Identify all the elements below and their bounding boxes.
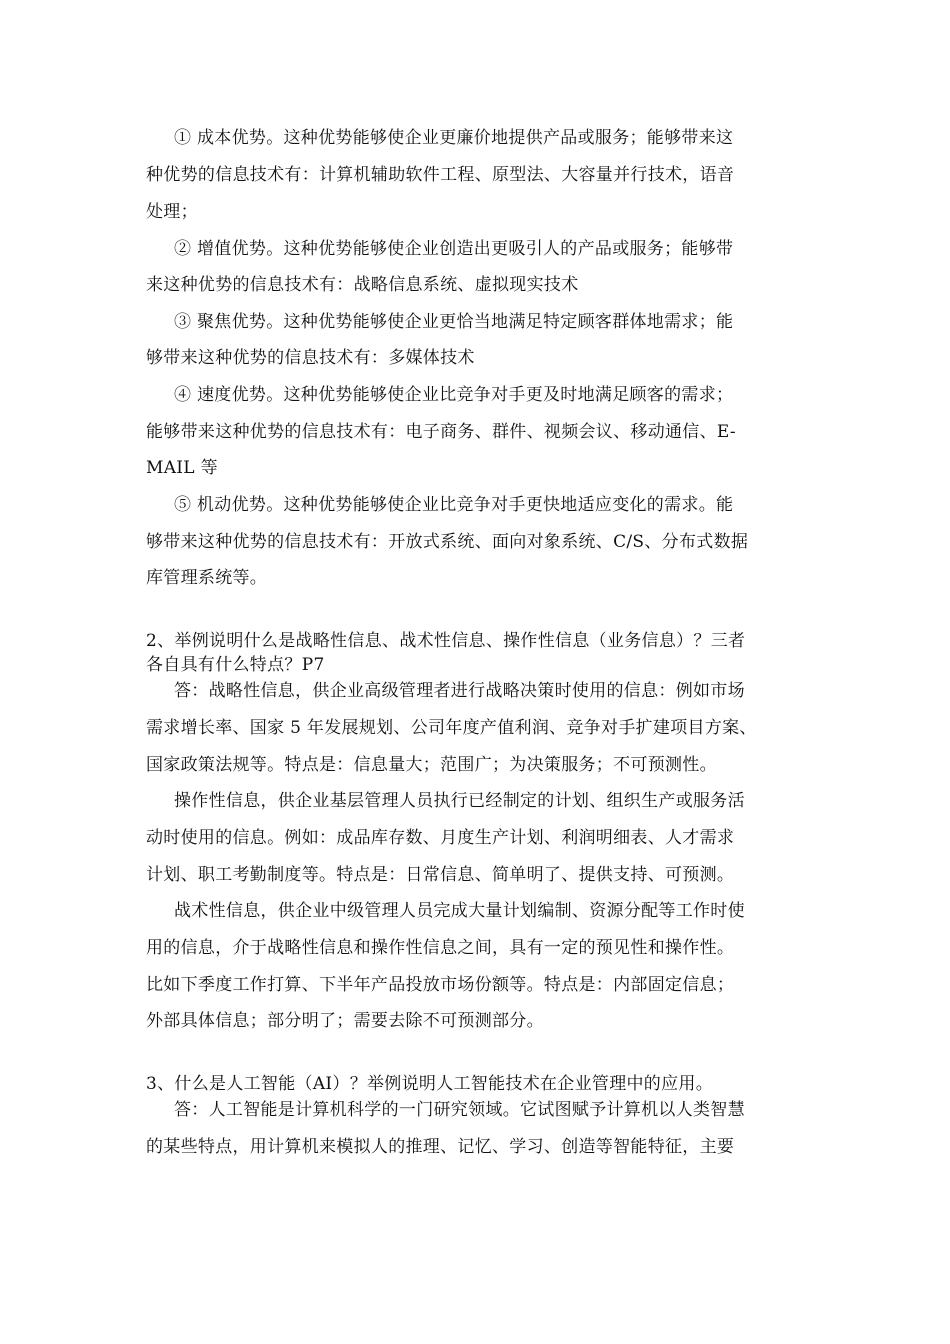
text-line: 计划、职工考勤制度等。特点是：日常信息、简单明了、提供支持、可预测。	[146, 865, 735, 885]
text-line: 处理；	[146, 202, 198, 222]
text-line: ④ 速度优势。这种优势能够使企业比竞争对手更及时地满足顾客的需求；	[174, 385, 734, 405]
text-line: 够带来这种优势的信息技术有：多媒体技术	[146, 348, 475, 368]
text-line: 动时使用的信息。例如：成品库存数、月度生产计划、利润明细表、人才需求	[146, 828, 735, 848]
text-line: 来这种优势的信息技术有：战略信息系统、虚拟现实技术	[146, 275, 579, 295]
text-line: ⑤ 机动优势。这种优势能够使企业比竞争对手更快地适应变化的需求。能	[174, 495, 734, 515]
text-line: 库管理系统等。	[146, 568, 268, 588]
text-line: 需求增长率、国家 5 年发展规划、公司年度产值利润、竞争对手扩建项目方案、	[146, 718, 757, 738]
question-heading: 3、什么是人工智能（AI）？举例说明人工智能技术在企业管理中的应用。	[146, 1074, 714, 1094]
text-line: 答：人工智能是计算机科学的一门研究领域。它试图赋予计算机以人类智慧	[174, 1100, 745, 1120]
question-heading: 各自具有什么特点？P7	[146, 655, 325, 675]
text-line: 够带来这种优势的信息技术有：开放式系统、面向对象系统、C/S、分布式数据	[146, 532, 749, 552]
text-line: 的某些特点，用计算机来模拟人的推理、记忆、学习、创造等智能特征，主要	[146, 1137, 735, 1157]
text-line: 战术性信息，供企业中级管理人员完成大量计划编制、资源分配等工作时使	[174, 901, 745, 921]
text-line: ② 增值优势。这种优势能够使企业创造出更吸引人的产品或服务；能够带	[174, 239, 734, 259]
text-line: 种优势的信息技术有：计算机辅助软件工程、原型法、大容量并行技术，语音	[146, 165, 735, 185]
text-line: ① 成本优势。这种优势能够使企业更廉价地提供产品或服务；能够带来这	[174, 128, 734, 148]
text-line: MAIL 等	[146, 458, 218, 478]
text-line: 比如下季度工作打算、下半年产品投放市场份额等。特点是：内部固定信息；	[146, 975, 735, 995]
text-line: 操作性信息，供企业基层管理人员执行已经制定的计划、组织生产或服务活	[174, 791, 745, 811]
question-heading: 2、举例说明什么是战略性信息、战术性信息、操作性信息（业务信息）？三者	[146, 631, 746, 651]
text-line: 能够带来这种优势的信息技术有：电子商务、群件、视频会议、移动通信、E-	[146, 422, 736, 442]
text-line: ③ 聚焦优势。这种优势能够使企业更恰当地满足特定顾客群体地需求；能	[174, 312, 734, 332]
text-line: 国家政策法规等。特点是：信息量大；范围广；为决策服务；不可预测性。	[146, 755, 717, 775]
text-line: 用的信息，介于战略性信息和操作性信息之间，具有一定的预见性和操作性。	[146, 938, 735, 958]
text-line: 答：战略性信息，供企业高级管理者进行战略决策时使用的信息：例如市场	[174, 681, 745, 701]
text-line: 外部具体信息；部分明了；需要去除不可预测部分。	[146, 1011, 544, 1031]
